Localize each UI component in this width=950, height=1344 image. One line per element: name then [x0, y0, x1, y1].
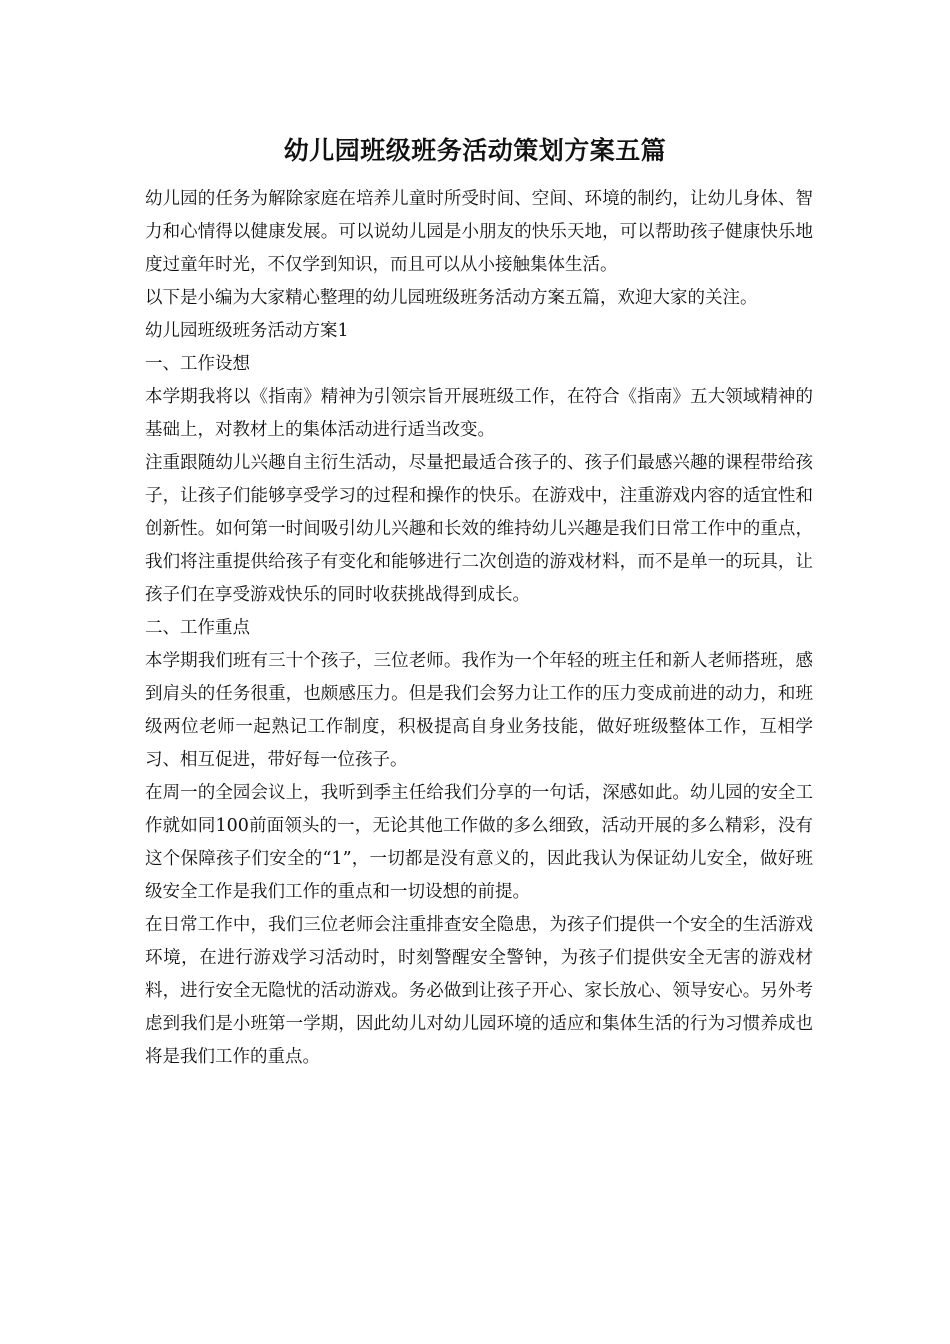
section-heading-work-ideas: 一、工作设想 — [145, 354, 250, 374]
document-body — [145, 183, 813, 1074]
work-ideas-paragraph-2: 注重跟随幼儿兴趣自主衍生活动，尽量把最适合孩子的、孩子们最感兴趣的课程带给孩子，让孩子们能够享受学习的过程和操作的快乐。在游戏中，注重游戏内容的适宜性和创新性。如何第一时间吸引幼儿兴趣和长效的维持幼儿兴趣是我们日常工作中的重点，我们将注重提供给孩子有变化和能够进行二次创造的游戏材料，而不是单一的玩具，让孩子们在享受游戏快乐的同时收获挑战得到成长。 — [145, 453, 813, 605]
work-ideas-paragraph-1: 本学期我将以《指南》精神为引领宗旨开展班级工作，在符合《指南》五大领域精神的基础上，对教材上的集体活动进行适当改变。 — [145, 387, 813, 440]
work-focus-paragraph-3: 在日常工作中，我们三位老师会注重排查安全隐患，为孩子们提供一个安全的生活游戏环境，在进行游戏学习活动时，时刻警醒安全警钟，为孩子们提供安全无害的游戏材料，进行安全无隐忧的活动游戏。务必做到让孩子开心、家长放心、领导安心。另外考虑到我们是小班第一学期，因此幼儿对幼儿园环境的适应和集体生活的行为习惯养成也将是我们工作的重点。 — [145, 915, 813, 1067]
intro-paragraph: 幼儿园的任务为解除家庭在培养儿童时所受时间、空间、环境的制约，让幼儿身体、智力和心情得以健康发展。可以说幼儿园是小朋友的快乐天地，可以帮助孩子健康快乐地度过童年时光，不仅学到知识，而且可以从小接触集体生活。 — [145, 189, 813, 275]
intro-closing-paragraph: 以下是小编为大家精心整理的幼儿园班级班务活动方案五篇，欢迎大家的关注。 — [145, 288, 758, 308]
document-title: 幼儿园班级班务活动策划方案五篇 — [283, 136, 667, 165]
plan-1-heading: 幼儿园班级班务活动方案1 — [145, 321, 349, 341]
section-heading-work-focus: 二、工作重点 — [145, 618, 250, 638]
work-focus-paragraph-2: 在周一的全园会议上，我听到季主任给我们分享的一句话，深感如此。幼儿园的安全工作就如同100前面领头的一，无论其他工作做的多么细致，活动开展的多么精彩，没有这个保障孩子们安全的“1”，一切都是没有意义的，因此我认为保证幼儿安全，做好班级安全工作是我们工作的重点和一切设想的前提。 — [145, 783, 813, 902]
work-focus-paragraph-1: 本学期我们班有三十个孩子，三位老师。我作为一个年轻的班主任和新人老师搭班，感到肩头的任务很重，也颇感压力。但是我们会努力让工作的压力变成前进的动力，和班级两位老师一起熟记工作制度，积极提高自身业务技能，做好班级整体工作，互相学习、相互促进，带好每一位孩子。 — [145, 651, 813, 770]
